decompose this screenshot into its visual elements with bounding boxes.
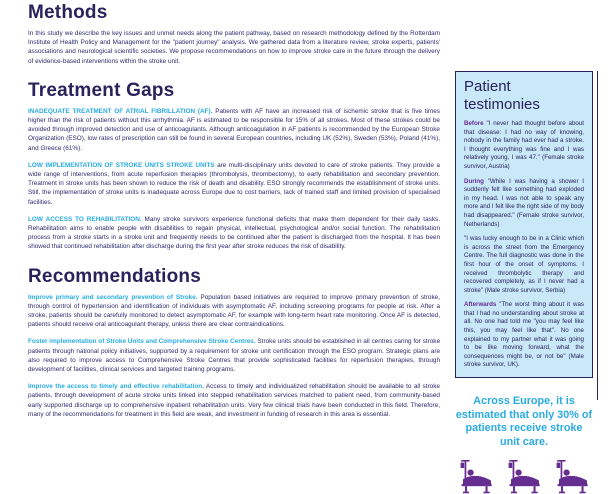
section-heading-methods: Methods [28, 2, 108, 23]
section-treatment-gaps [28, 80, 440, 252]
treatment-gaps-paragraph [28, 161, 440, 207]
main-column [28, 2, 440, 429]
paragraph-lead: Improve the access to timely and effective rehabilitation. [28, 383, 204, 391]
paragraph-lead: LOW ACCESS TO REHABILITATION. [28, 215, 142, 223]
sidebar [455, 71, 593, 494]
section-heading-treatment-gaps: Treatment Gaps [28, 79, 175, 101]
recommendations-paragraph [28, 382, 440, 419]
paragraph-text: Many stroke survivors experience functional deficits that make them dependent for their daily tasks. Rehabilitation aims to enable people with disabilities to regain physical, intellectual, psychological and/or social function. The rehabilitation process from a stroke starts in a stroke unit and frequently needs to be continued after the patient is discharged from the hospital. It has been showed that continued rehabilitation after discharge during the first year after stroke reduces the risk of disability. [28, 215, 440, 251]
paragraph-text: are multi-disciplinary units devoted to care of stroke patients. They provide a wide range of interventions, from acute reperfusion therapies (thrombolysis, thrombectomy), to early rehabilitation and secondary prevention. Treatment in stroke units has been shown to reduce the risk of death and disability. ESO strongly recommends the establishment of stroke units. Still, the implementation of stroke units is inadequate across Europe due to cost barriers, lack of trained staff and limited provision of specialised facilities. [28, 161, 440, 206]
callout-text: Across Europe, it is estimated that only 30% of patients receive stroke unit care. [455, 395, 593, 448]
paragraph-text: Patients with AF have an increased risk of ischemic stroke that is five times higher than the risk of patients without this arrhythmia. AF is estimated to be responsible for 15% of all strokes. Most of these strokes could be avoided through improved detection and use of anticoagulants. Although anticoagulation in AF patients is recommended by the European Stroke Organization (ESO), low rates of prescription can still be found in several European countries, including UK (52%), Sweden (53%), Poland (41%), and Greece (61%). [28, 107, 440, 152]
paragraph-text: Access to timely and individualized rehabilitation should be available to all stroke patients, through development of acute stroke units linked into stepped rehabilitation services matched to patient need, from community-based early supported discharge up to comprehensive inpatient rehabilitation units. Very few clinical trials have been conducted in this field. Therefore, many of the recommendations for treatment in this field are weak, and investment in funding of research in this area is essential. [28, 383, 440, 418]
paragraph-lead: INADEQUATE TREATMENT OF ATRIAL FIBRILLATION (AF). [28, 107, 213, 115]
paragraph-text: Population based initiatives are required to improve primary prevention of stroke, through control of hypertension and identification of individuals with asymptomatic AF, including screening programs for people at risk. After a stroke, patients should be carefully monitored to detect asymptomatic AF, for example with long-term heart rate monitoring. Once AF is detected, patients should receive oral anticoagulant therapy, unless there are clear contraindications. [28, 293, 441, 329]
recommendations-paragraph [28, 293, 440, 330]
testimony-text: "While I was having a shower I suddenly felt like something had exploded in my head. I was not able to speak any more and I felt like the right side of my body had disappeared." (Female stroke survivor, Netherlands) [464, 177, 584, 228]
section-heading-recommendations: Recommendations [28, 265, 201, 287]
testimony-label: Afterwards [464, 301, 497, 309]
hospital-bed-icon [458, 460, 494, 494]
testimony-during [464, 178, 584, 230]
testimony-text: "I never had thought before about that disease: I had no way of knowing, nobody in the family had ever had a stroke. I thought everything was fine and I was relatively young, I was 47." (Female stroke survivor, Austria) [464, 120, 584, 170]
section-recommendations [28, 266, 440, 419]
page-edge-divider [597, 71, 598, 400]
recommendations-paragraph [28, 337, 440, 374]
testimony-text: "I was lucky enough to be in a Clinic which is across the street from the Emergency Centre. The full diagnostic was done in the first hour of the onset of symptoms. I received thrombolytic therapy and recovered completely, as if I never had a stroke" (Male stroke survivor, Serbia) [464, 235, 584, 294]
testimonies-title: Patient testimonies [464, 78, 540, 113]
paragraph-text: Stroke units should be established in all centres caring for stroke patients through national policy initiatives, supported by a requirement for stroke unit certification through the ESO program. Strategic plans are also required to improve access to Comprehensive Stroke Centres that provide sophisticated facilities for reperfusion therapies, through development of facilities, clinical services and targeted training programs. [28, 338, 441, 374]
testimony-text: "The worst thing about it was that I had no understanding about stroke at all. No one had told me "you may feel like this, you may feel like that". No one explained to my partner what it was going to be like moving forward, what the consequences might be, or not be" (Male stroke survivor, UK). [464, 301, 584, 369]
hospital-bed-icon [506, 460, 542, 494]
treatment-gaps-paragraph [28, 107, 440, 153]
stroke-unit-care-callout [455, 395, 593, 494]
methods-paragraph [28, 29, 440, 66]
hospital-bed-icon [554, 460, 590, 494]
testimony-before [464, 120, 584, 172]
paragraph-lead: Foster implementation of Stroke Units and Comprehensive Stroke Centres. [28, 338, 256, 346]
treatment-gaps-paragraph [28, 215, 440, 252]
testimony-label: During [464, 177, 484, 185]
section-methods [28, 2, 440, 66]
testimony-afterwards [464, 301, 584, 370]
patient-testimonies-box [455, 71, 593, 378]
methods-paragraph-text: In this study we describe the key issues and unmet needs along the patient pathway, based on research methodology defined by the Rotterdam Institute of Health Policy and Management for the "patient journey" analysis. We gathered data from a literature review, stroke experts, patients' associations and neurological scientific societies. We propose recommendations on how to improve stroke care in the future through the delivery of evidence-based interventions within the stroke unit. [28, 30, 440, 65]
bed-icons-row [455, 460, 593, 494]
testimony-label: Before [464, 120, 484, 127]
testimony-during-2 [464, 235, 584, 295]
paragraph-lead: Improve primary and secondary prevention of Stroke. [28, 293, 198, 301]
paragraph-lead: LOW IMPLEMENTATION OF STROKE UNITS STROKE UNITS [28, 161, 215, 169]
